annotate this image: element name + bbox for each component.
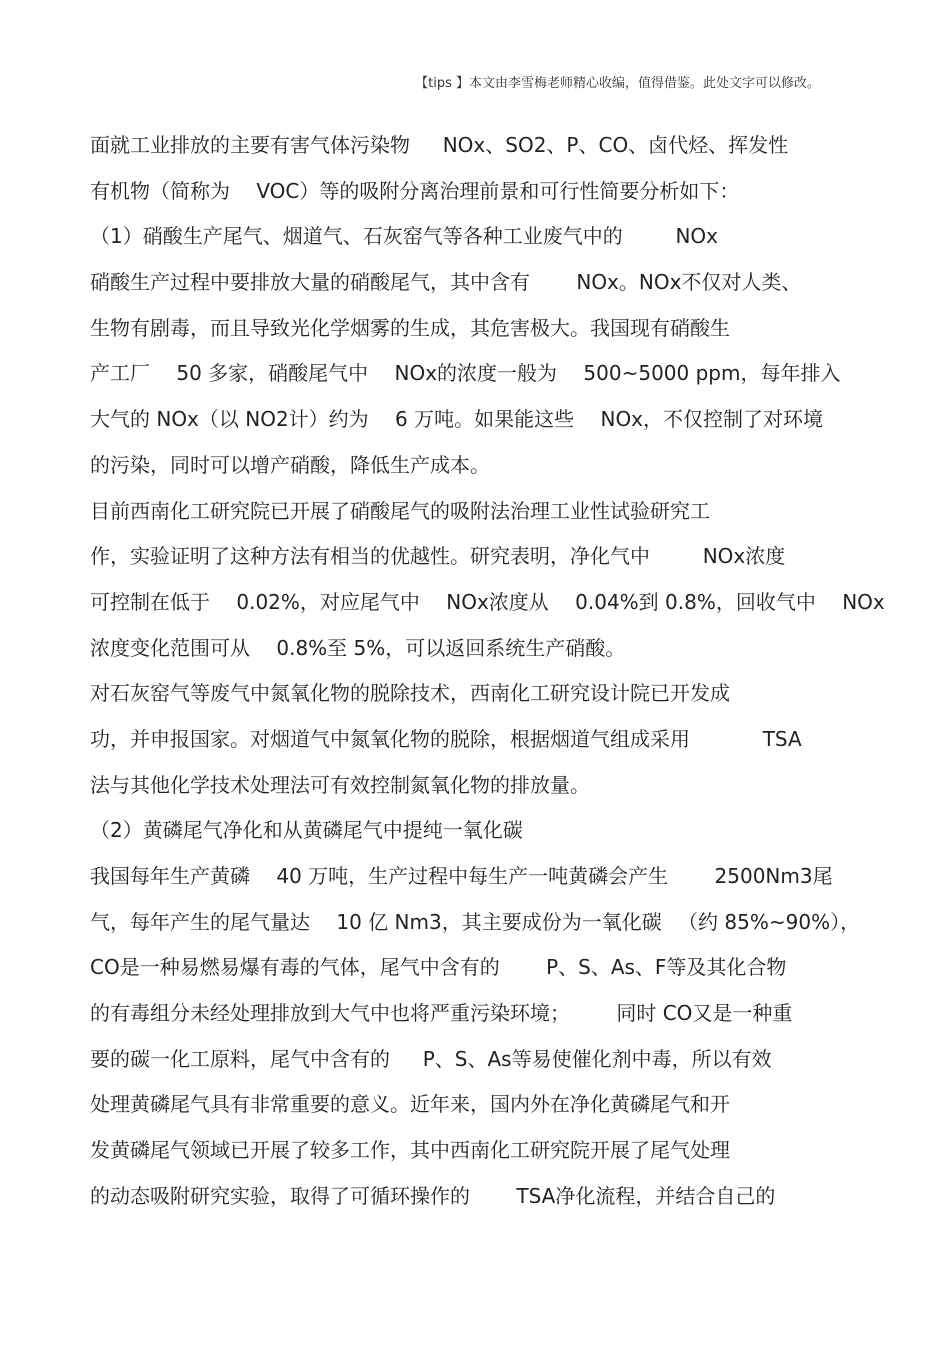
text-line: 的有毒组分未经处理排放到大气中也将严重污染环境； 同时 CO又是一种重: [90, 1001, 793, 1026]
text-line: 硝酸生产过程中要排放大量的硝酸尾气，其中含有 NOx。NOx不仅对人类、: [90, 270, 802, 295]
header-tips: 【tips 】本文由李雪梅老师精心收编，值得借鉴。此处文字可以修改。: [415, 76, 820, 91]
text-line: 作，实验证明了这种方法有相当的优越性。研究表明，净化气中 NOx浓度: [90, 544, 786, 569]
text-line: 我国每年生产黄磷 40 万吨，生产过程中每生产一吨黄磷会产生 2500Nm3尾: [90, 864, 833, 888]
text-line: 发黄磷尾气领域已开展了较多工作，其中西南化工研究院开展了尾气处理: [90, 1138, 730, 1163]
text-line: 生物有剧毒，而且导致光化学烟雾的生成，其危害极大。我国现有硝酸生: [90, 315, 730, 340]
text-line: 处理黄磷尾气具有非常重要的意义。近年来，国内外在净化黄磷尾气和开: [90, 1092, 730, 1117]
text-line: CO是一种易燃易爆有毒的气体，尾气中含有的 P、S、As、F等及其化合物: [90, 955, 787, 980]
text-line: 大气的 NOx（以 NO2计）约为 6 万吨。如果能这些 NOx，不仅控制了对环境: [90, 407, 824, 432]
text-line: 目前西南化工研究院已开展了硝酸尾气的吸附法治理工业性试验研究工: [90, 498, 710, 523]
text-line: 浓度变化范围可从 0.8%至 5%，可以返回系统生产硝酸。: [90, 635, 626, 660]
text-line: 对石灰窑气等废气中氮氧化物的脱除技术，西南化工研究设计院已开发成: [90, 681, 730, 706]
text-line: 产工厂 50 多家，硝酸尾气中 NOx的浓度一般为 500~5000 ppm，每年排入: [90, 361, 841, 386]
text-line: 面就工业排放的主要有害气体污染物 NOx、SO2、P、CO、卤代烃、挥发性: [90, 133, 789, 157]
text-line: 的污染，同时可以增产硝酸，降低生产成本。: [90, 452, 490, 477]
text-line: 的动态吸附研究实验，取得了可循环操作的 TSA净化流程，并结合自己的: [90, 1183, 776, 1208]
text-line: 法与其他化学技术处理法可有效控制氮氧化物的排放量。: [90, 772, 590, 797]
text-line: 功，并申报国家。对烟道气中氮氧化物的脱除，根据烟道气组成采用 TSA: [90, 726, 802, 751]
text-line: 气，每年产生的尾气量达 10 亿 Nm3，其主要成份为一氧化碳 （约 85%~90%），: [90, 909, 861, 934]
document-body: [90, 126, 890, 1223]
text-line: （2）黄磷尾气净化和从黄磷尾气中提纯一氧化碳: [90, 818, 523, 843]
text-line: 有机物（简称为 VOC）等的吸附分离治理前景和可行性简要分析如下：: [90, 178, 740, 203]
text-line: 要的碳一化工原料，尾气中含有的 P、S、As等易使催化剂中毒，所以有效: [90, 1046, 772, 1071]
text-line: 可控制在低于 0.02%，对应尾气中 NOx浓度从 0.04%到 0.8%，回收气中 NOx: [90, 589, 885, 614]
text-line: （1）硝酸生产尾气、烟道气、石灰窑气等各种工业废气中的 NOx: [90, 224, 718, 249]
